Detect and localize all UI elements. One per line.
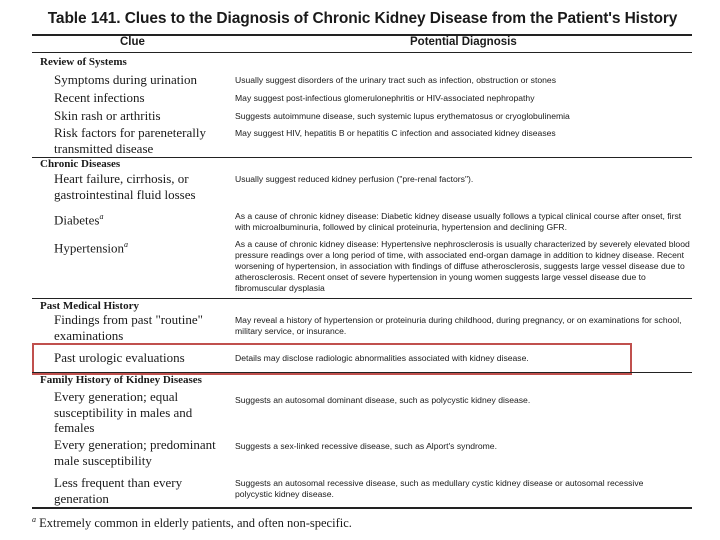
section-heading-chronic: Chronic Diseases <box>40 158 121 170</box>
table-row-clue: Skin rash or arthritis <box>54 108 161 123</box>
table-row-clue: Less frequent than every generation <box>54 475 183 506</box>
section-heading-family: Family History of Kidney Diseases <box>40 374 202 386</box>
table-row-clue: Findings from past "routine" examinations <box>54 312 203 343</box>
table-row-diagnosis: Suggests an autosomal dominant disease, such as polycystic kidney disease. <box>235 395 531 405</box>
section-rule <box>32 298 692 299</box>
footnote <box>32 515 352 531</box>
table-row-clue <box>54 209 234 228</box>
table-row-clue: Risk factors for pareneterally transmitted disease <box>54 125 206 156</box>
table-title: Table 141. Clues to the Diagnosis of Chronic Kidney Disease from the Patient's History <box>47 10 678 27</box>
table-row-clue: Heart failure, cirrhosis, or gastrointestinal fluid losses <box>54 171 196 202</box>
table-row-diagnosis: As a cause of chronic kidney disease: Hypertensive nephrosclerosis is usually characterized by severely elevated blood pressure readings over a long period of time, with associated end-organ damage in addition to kidney disease. Recent worsening of hypertension, in association with findings of diffuse atherosclerosis, suggests large vessel disease due to atherosclerosis. Recent onset of severe hypertension in young women suggests large vessel disease due to fibromuscular dysplasia <box>235 239 690 293</box>
footnote-marker: a <box>32 515 36 524</box>
table-row-diagnosis: Details may disclose radiologic abnormalities associated with kidney disease. <box>235 353 529 363</box>
table-row-diagnosis: May reveal a history of hypertension or proteinuria during childhood, during pregnancy, or on examinations for school, military service, or insurance. <box>235 315 682 336</box>
footnote-marker: a <box>124 240 129 249</box>
footnote-text: Extremely common in elderly patients, and often non-specific. <box>36 516 352 531</box>
column-header-diagnosis: Potential Diagnosis <box>410 36 517 48</box>
table-row-diagnosis: Usually suggest disorders of the urinary tract such as infection, obstruction or stones <box>235 75 556 85</box>
clue-text: Diabetes <box>54 212 100 228</box>
footnote-marker: a <box>99 212 104 221</box>
table-row-diagnosis: May suggest post-infectious glomerulonephritis or HIV-associated nephropathy <box>235 93 535 103</box>
table-row-clue: Recent infections <box>54 90 145 105</box>
section-rule <box>32 157 692 158</box>
table-row-clue: Every generation; predominant male susceptibility <box>54 437 216 468</box>
clue-text: Hypertension <box>54 240 125 256</box>
section-heading-review: Review of Systems <box>40 56 127 68</box>
highlight-box <box>32 343 632 375</box>
table-row-clue: Every generation; equal susceptibility in males and females <box>54 389 193 435</box>
table-row-diagnosis: Suggests an autosomal recessive disease, such as medullary cystic kidney disease or autosomal recessive polycystic kidney disease. <box>235 478 644 499</box>
table-row-diagnosis: Usually suggest reduced kidney perfusion ("pre-renal factors"). <box>235 174 474 184</box>
table-row-clue <box>54 237 234 256</box>
table-row-clue: Symptoms during urination <box>54 72 197 87</box>
table-row-clue: Past urologic evaluations <box>54 350 185 365</box>
section-rule <box>32 372 692 373</box>
section-heading-past: Past Medical History <box>40 300 139 312</box>
bottom-rule <box>32 507 692 509</box>
table-row-diagnosis: Suggests a sex-linked recessive disease, such as Alport's syndrome. <box>235 441 497 451</box>
table-row-diagnosis: May suggest HIV, hepatitis B or hepatitis C infection and associated kidney diseases <box>235 128 556 138</box>
header-rule <box>32 52 692 53</box>
table-row-diagnosis: Suggests autoimmune disease, such systemic lupus erythematosus or cryoglobulinemia <box>235 111 570 121</box>
table-row-diagnosis: As a cause of chronic kidney disease: Diabetic kidney disease usually follows a typical clinical course after onset, first with microalbuminuria, followed by clinical proteinuria, hypertension and declining GFR. <box>235 211 682 232</box>
column-header-clue: Clue <box>120 36 145 48</box>
